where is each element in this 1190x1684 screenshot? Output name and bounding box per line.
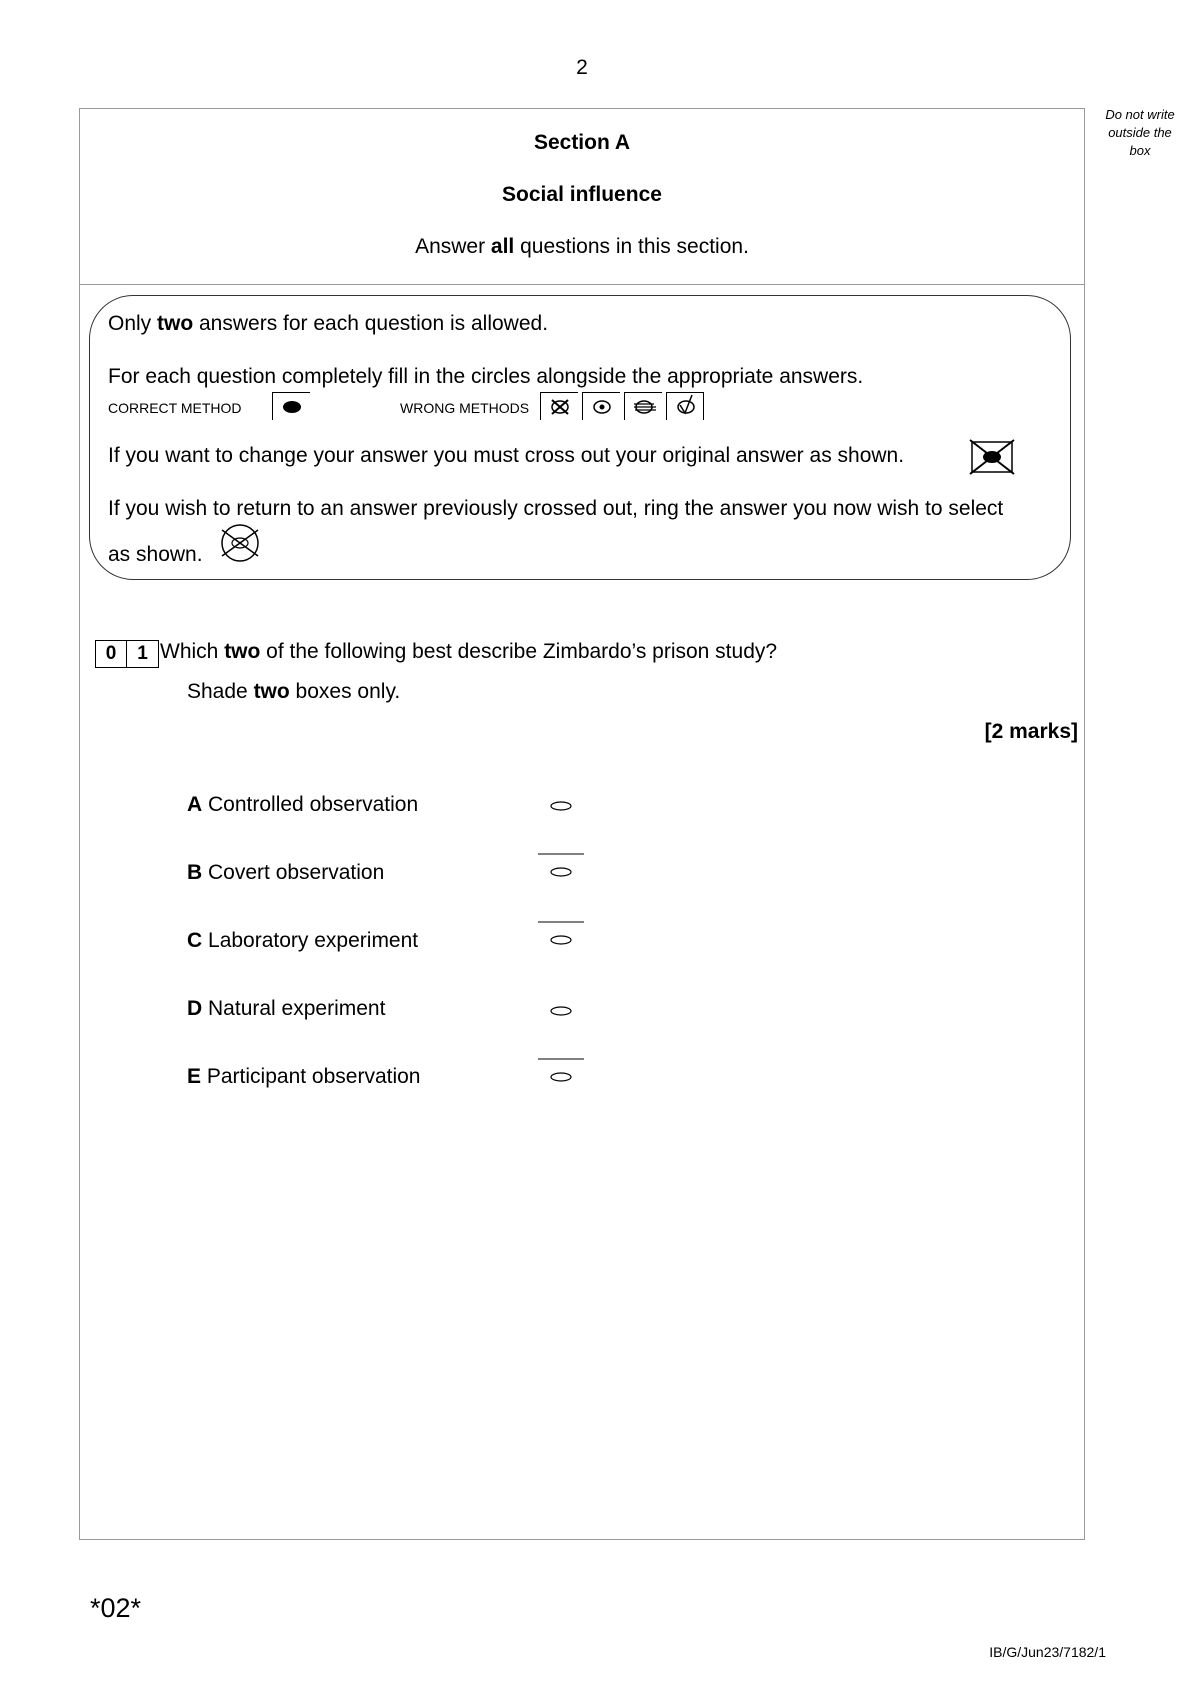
crossed-out-answer-icon — [968, 438, 1016, 476]
scribbled-circle-icon — [632, 397, 658, 417]
option-text: Participant observation — [206, 1065, 421, 1088]
section-instruction-bold: all — [490, 235, 515, 258]
section-title: Section A — [533, 131, 631, 154]
margin-note: Do not write outside the box — [1105, 107, 1175, 158]
question-instruction-bold: two — [253, 680, 290, 703]
wrong-method-tick — [666, 392, 704, 420]
question-text-prefix: Which — [160, 640, 225, 663]
option-d-answer-circle[interactable] — [538, 1000, 584, 1022]
option-e-answer-circle[interactable] — [538, 1058, 584, 1088]
instruction-line-4: If you wish to return to an answer previously crossed out, ring the answer you now wish to select — [108, 497, 1004, 520]
question-number-digit-1: 0 — [95, 640, 127, 668]
section-subtitle: Social influence — [502, 183, 662, 206]
question-marks: [2 marks] — [984, 720, 1078, 743]
section-instruction-suffix: questions in this section. — [514, 235, 749, 258]
section-instruction-prefix: Answer — [415, 235, 491, 258]
option-c-answer-circle[interactable] — [538, 921, 584, 951]
instruction-1-prefix: Only — [108, 312, 158, 335]
header-divider — [79, 284, 1085, 285]
section-instruction — [79, 235, 1085, 259]
question-number — [95, 640, 159, 668]
instruction-1-bold: two — [157, 312, 194, 335]
option-text: Laboratory experiment — [208, 929, 419, 952]
option-letter: B — [187, 861, 203, 884]
footer-reference: IB/G/Jun23/7182/1 — [989, 1644, 1106, 1660]
option-e-label — [187, 1065, 420, 1089]
option-letter: C — [187, 929, 203, 952]
option-d-label — [187, 997, 385, 1021]
option-letter: D — [187, 997, 203, 1020]
ticked-circle-icon — [674, 393, 698, 417]
option-b-label — [187, 861, 384, 885]
page-number: 2 — [576, 56, 588, 79]
wrong-method-scribble — [624, 392, 662, 420]
question-instruction — [187, 680, 400, 704]
wrong-method-dot — [582, 392, 620, 420]
option-c-label — [187, 929, 418, 953]
instruction-1-suffix: answers for each question is allowed. — [193, 312, 549, 335]
dotted-circle-icon — [590, 397, 614, 417]
instruction-line-1 — [108, 312, 548, 336]
instruction-line-2: For each question completely fill in the circles alongside the appropriate answers. — [108, 365, 864, 388]
question-instruction-prefix: Shade — [187, 680, 254, 703]
wrong-methods-label: WRONG METHODS — [400, 400, 530, 416]
question-text-bold: two — [224, 640, 261, 663]
option-letter: A — [187, 793, 203, 816]
option-text: Natural experiment — [208, 997, 386, 1020]
page-code: *02* — [90, 1593, 142, 1623]
instruction-line-5: as shown. — [108, 543, 203, 566]
question-text — [160, 640, 777, 664]
crossed-circle-icon — [548, 397, 572, 417]
option-letter: E — [187, 1065, 202, 1088]
filled-circle-icon — [280, 397, 304, 417]
instruction-line-3: If you want to change your answer you must cross out your original answer as shown. — [108, 444, 905, 467]
correct-method-example — [272, 392, 310, 420]
question-number-digit-2: 1 — [127, 640, 159, 668]
option-b-answer-circle[interactable] — [538, 853, 584, 883]
option-text: Covert observation — [208, 861, 385, 884]
wrong-method-cross — [540, 392, 578, 420]
ringed-answer-icon — [214, 522, 266, 564]
option-a-label — [187, 793, 418, 817]
option-text: Controlled observation — [208, 793, 419, 816]
correct-method-label: CORRECT METHOD — [108, 400, 242, 416]
question-text-suffix: of the following best describe Zimbardo’s prison study? — [260, 640, 778, 663]
option-a-answer-circle[interactable] — [538, 795, 584, 817]
question-instruction-suffix: boxes only. — [289, 680, 401, 703]
